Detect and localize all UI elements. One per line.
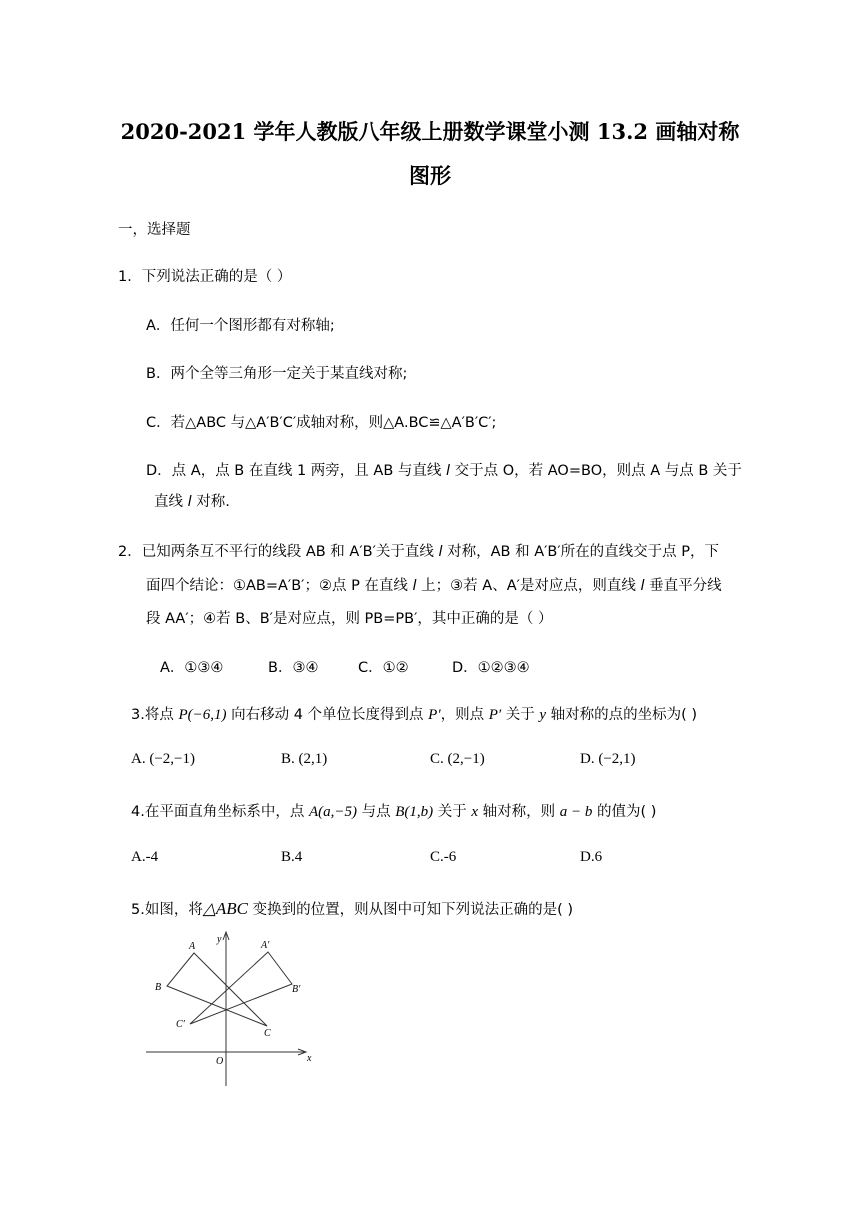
q4-option-a: A.-4 [131,849,159,865]
q2-l2-a: 面四个结论：①AB=A′B′；②点 P 在直线 [146,578,413,594]
q2-option-d: D．①②③④ [452,660,530,676]
q2-option-a: A．①③④ [160,660,224,676]
q3-math-p-prime-1: P′ [428,707,441,723]
label-y: y [217,934,222,945]
q2-l1-b: 对称，AB 和 A′B′所在的直线交于点 P，下 [442,544,720,560]
q2-l1-a: 2．已知两条互不平行的线段 AB 和 A′B′关于直线 [118,544,439,560]
q1-d-text-a: D．点 A，点 B 在直线 1 两旁，且 AB 与直线 [146,463,446,479]
q1-d-text-b: 交于点 O，若 AO=BO，则点 A 与点 B 关于 [450,463,742,479]
q2-option-b: B．③④ [268,660,319,676]
section-heading: 一，选择题 [118,222,191,238]
q2-l2-line-symbol-2: l [640,578,645,594]
q3-option-a: A. (−2,−1) [131,751,195,767]
q4-text-1: 4.在平面直角坐标系中，点 [131,804,309,820]
q2-l2-line-symbol-1: l [412,578,417,594]
q3-option-b: B. (2,1) [281,751,328,767]
title-line-1: 2020-2021 学年人教版八年级上册数学课堂小测 13.2 画轴对称 [120,119,740,144]
q1-d2-line-symbol: l [187,494,192,510]
triangle-abc [167,953,267,1026]
q3-options [131,751,731,771]
q4-stem [131,800,656,821]
q2-option-c: C．①② [358,660,409,676]
q1-stem: 1．下列说法正确的是（ ） [118,269,292,285]
q2-l2-c: 垂直平分线 [644,578,722,594]
q4-option-b: B.4 [281,849,303,865]
q1-d-line-symbol: l [446,463,451,479]
q3-stem [131,703,697,724]
q5-text-2: 变换到的位置，则从图中可知下列说法正确的是( ) [248,902,574,918]
q2-stem-line1 [118,540,719,561]
q2-stem-line3: 段 AA′；④若 B、B′是对应点，则 PB=PB′，其中正确的是（ ） [146,611,553,627]
q5-math-triangle: △ABC [202,899,249,918]
q1-d2-text-b: 对称. [191,494,230,510]
coordinate-figure [140,928,320,1088]
q1-option-a: A．任何一个图形都有对称轴; [146,318,335,334]
q3-option-c: C. (2,−1) [430,751,485,767]
triangle-abc-prime [190,952,292,1024]
q4-text-4: 轴对称，则 [478,804,560,820]
q3-math-point-p: P(−6,1) [178,707,227,723]
q5-stem [131,898,573,919]
q2-l1-line-symbol: l [438,544,443,560]
label-b-prime: B′ [292,984,301,995]
label-c: C [264,1028,271,1039]
q1-d2-text-a: 直线 [154,494,188,510]
q2-l2-b: 上；③若 A、A′是对应点，则直线 [416,578,641,594]
title-line-2: 图形 [409,163,451,188]
label-a: A [189,941,196,952]
q2-stem-line2 [146,574,722,595]
q1-option-d-line2 [154,490,230,511]
q1-option-d-line1 [146,459,742,480]
q4-text-2: 与点 [356,804,396,820]
q4-option-c: C.-6 [430,849,457,865]
q4-option-d: D.6 [580,849,603,865]
q3-text-4: 关于 [501,707,540,723]
q2-options [160,656,760,676]
q3-text-1: 3.将点 [131,707,179,723]
label-a-prime: A′ [261,940,270,951]
q4-math-point-b: B(1,b) [395,804,434,820]
label-b: B [155,982,162,993]
q3-text-2: 向右移动 4 个单位长度得到点 [226,707,429,723]
q4-options [131,849,731,869]
label-o: O [216,1056,224,1067]
label-x: x [307,1053,312,1064]
q1-option-c: C．若△ABC 与△A′B′C′成轴对称，则△A.BC≌△A′B′C′; [146,415,497,431]
label-c-prime: C′ [176,1019,185,1030]
q4-math-point-a: A(a,−5) [308,804,357,820]
q3-math-p-prime-2: P′ [488,707,502,723]
q4-text-3: 关于 [433,804,472,820]
q3-option-d: D. (−2,1) [580,751,636,767]
q5-text-1: 5.如图，将 [131,902,203,918]
q4-math-a-minus-b: a − b [559,804,593,820]
q4-math-x: x [471,804,478,820]
q3-text-3: ，则点 [440,707,489,723]
q3-math-y: y [539,707,547,723]
q4-text-5: 的值为( ) [592,804,657,820]
q3-text-5: 轴对称的点的坐标为( ) [546,707,698,723]
q1-option-b: B．两个全等三角形一定关于某直线对称; [146,366,408,382]
